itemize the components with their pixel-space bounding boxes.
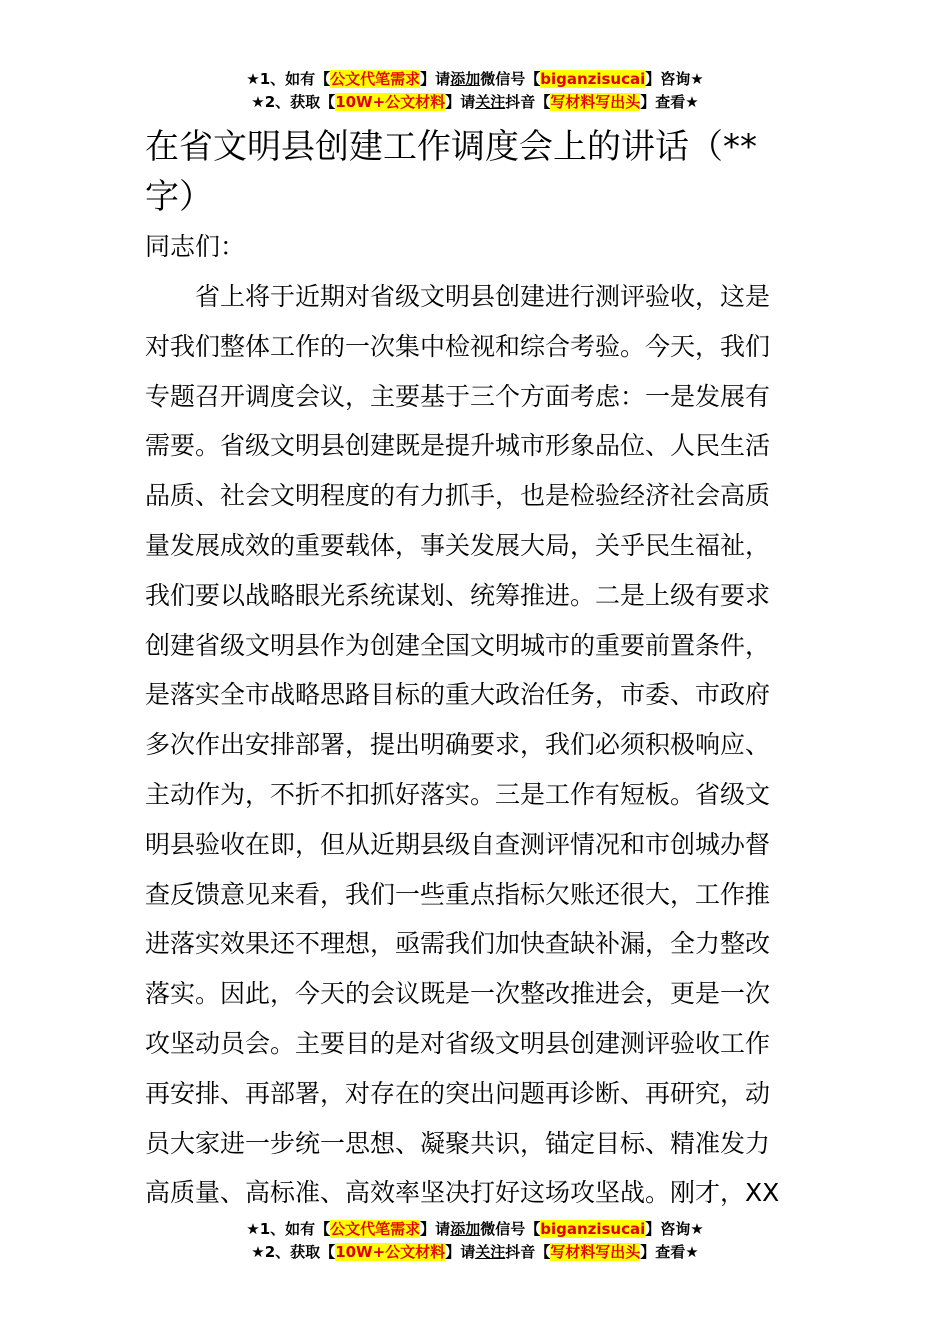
banner-highlight-douyin: 写材料写出头 <box>550 93 641 111</box>
paragraph-line: 多次作出安排部署，提出明确要求，我们必须积极响应、 <box>145 730 771 760</box>
banner-text: ★1、如有【 <box>246 1220 331 1238</box>
paragraph-line: 品质、社会文明程度的有力抓手，也是检验经济社会高质 <box>145 481 771 511</box>
paragraph-line: 是落实全市战略思路目标的重大政治任务，市委、市政府 <box>145 680 771 710</box>
footer-banner-line-2 <box>0 1241 950 1264</box>
banner-highlight: 10W+公文材料 <box>335 1243 446 1261</box>
salutation: 同志们： <box>145 232 246 261</box>
paragraph-line: 专题召开调度会议，主要基于三个方面考虑：一是发展有 <box>145 381 771 411</box>
paragraph-line: 进落实效果还不理想，亟需我们加快查缺补漏，全力整改 <box>145 929 771 959</box>
banner-underline: 添加 <box>450 70 481 88</box>
banner-text: 】请 <box>420 70 451 88</box>
banner-text: 】请 <box>445 93 476 111</box>
banner-underline: 添加 <box>450 1220 481 1238</box>
paragraph-line: 再安排、再部署，对存在的突出问题再诊断、再研究，动 <box>145 1078 771 1108</box>
banner-text: 】查看★ <box>640 1243 699 1261</box>
document-title <box>145 122 815 222</box>
banner-text: 】咨询★ <box>645 1220 704 1238</box>
banner-highlight: 10W+公文材料 <box>335 93 446 111</box>
banner-highlight-douyin: 写材料写出头 <box>550 1243 641 1261</box>
paragraph-line: 对我们整体工作的一次集中检视和综合考验。今天，我们 <box>145 331 771 361</box>
banner-underline: 关注 <box>475 93 506 111</box>
banner-underline: 关注 <box>475 1243 506 1261</box>
paragraph-line: 我们要以战略眼光系统谋划、统筹推进。二是上级有要求 <box>145 580 771 610</box>
banner-text: 】请 <box>420 1220 451 1238</box>
header-banner-line-1 <box>0 68 950 91</box>
body-paragraph <box>145 272 807 1218</box>
paragraph-line: 需要。省级文明县创建既是提升城市形象品位、人民生活 <box>145 431 771 461</box>
paragraph-line: 查反馈意见来看，我们一些重点指标欠账还很大，工作推 <box>145 879 771 909</box>
paragraph-line: 落实。因此，今天的会议既是一次整改推进会，更是一次 <box>145 979 771 1009</box>
banner-text: 】咨询★ <box>645 70 704 88</box>
banner-text: 微信号【 <box>480 1220 541 1238</box>
banner-highlight-wechat-id: biganzisucai <box>540 1220 646 1238</box>
paragraph-line: 量发展成效的重要载体，事关发展大局，关乎民生福祉， <box>145 530 771 560</box>
banner-text: ★2、获取【 <box>251 93 336 111</box>
title-line: 字） <box>145 177 213 217</box>
header-banner <box>0 68 950 114</box>
paragraph-line: 高质量、高标准、高效率坚决打好这场攻坚战。刚才，XX <box>145 1178 780 1208</box>
banner-text: 微信号【 <box>480 70 541 88</box>
banner-text: 抖音【 <box>505 93 551 111</box>
paragraph-line: 员大家进一步统一思想、凝聚共识，锚定目标、精准发力 <box>145 1128 771 1158</box>
banner-highlight: 公文代笔需求 <box>330 70 421 88</box>
banner-highlight: 公文代笔需求 <box>330 1220 421 1238</box>
banner-text: ★2、获取【 <box>251 1243 336 1261</box>
header-banner-line-2 <box>0 91 950 114</box>
banner-highlight-wechat-id: biganzisucai <box>540 70 646 88</box>
paragraph-line: 主动作为，不折不扣抓好落实。三是工作有短板。省级文 <box>145 779 771 809</box>
banner-text: 抖音【 <box>505 1243 551 1261</box>
paragraph-line: 省上将于近期对省级文明县创建进行测评验收，这是 <box>195 282 771 311</box>
title-line: 在省文明县创建工作调度会上的讲话（** <box>145 127 757 167</box>
banner-text: 】查看★ <box>640 93 699 111</box>
banner-text: ★1、如有【 <box>246 70 331 88</box>
paragraph-line: 攻坚动员会。主要目的是对省级文明县创建测评验收工作 <box>145 1028 771 1058</box>
paragraph-line: 创建省级文明县作为创建全国文明城市的重要前置条件， <box>145 630 771 660</box>
banner-text: 】请 <box>445 1243 476 1261</box>
footer-banner-line-1 <box>0 1218 950 1241</box>
paragraph-line: 明县验收在即，但从近期县级自查测评情况和市创城办督 <box>145 829 771 859</box>
footer-banner <box>0 1218 950 1264</box>
